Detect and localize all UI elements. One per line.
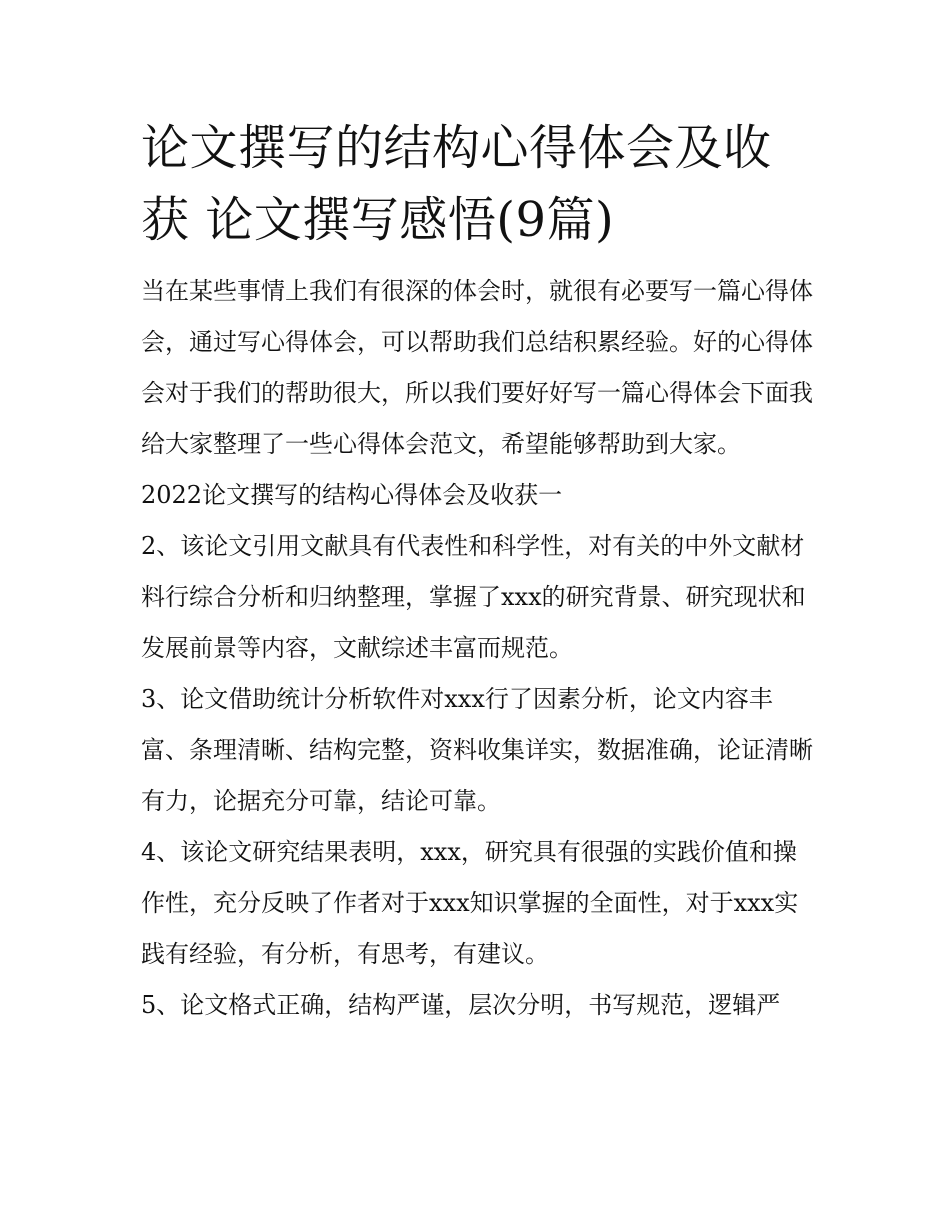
section-heading: 2022论文撰写的结构心得体会及收获一 bbox=[141, 481, 563, 509]
document-title: 论文撰写的结构心得体会及收获 论文撰写感悟(9篇) bbox=[141, 120, 772, 248]
intro-paragraph: 当在某些事情上我们有很深的体会时，就很有必要写一篇心得体会，通过写心得体会，可以帮助我们总结积累经验。好的心得体会对于我们的帮助很大，所以我们要好好写一篇心得体会下面我给大家整理了一些心得体会范文，希望能够帮助到大家。 bbox=[141, 277, 813, 458]
document-page bbox=[141, 112, 813, 1031]
list-item-2: 2、该论文引用文献具有代表性和科学性，对有关的中外文献材料行综合分析和归纳整理，掌握了xxx的研究背景、研究现状和发展前景等内容，文献综述丰富而规范。 bbox=[141, 532, 806, 662]
list-item-3: 3、论文借助统计分析软件对xxx行了因素分析，论文内容丰富、条理清晰、结构完整，资料收集详实，数据准确，论证清晰有力，论据充分可靠，结论可靠。 bbox=[141, 685, 813, 815]
document-body bbox=[141, 266, 813, 1031]
list-item-5: 5、论文格式正确，结构严谨，层次分明，书写规范，逻辑严 bbox=[141, 991, 781, 1019]
list-item-4: 4、该论文研究结果表明，xxx，研究具有很强的实践价值和操作性，充分反映了作者对于xxx知识掌握的全面性，对于xxx实践有经验，有分析，有思考，有建议。 bbox=[141, 838, 799, 968]
